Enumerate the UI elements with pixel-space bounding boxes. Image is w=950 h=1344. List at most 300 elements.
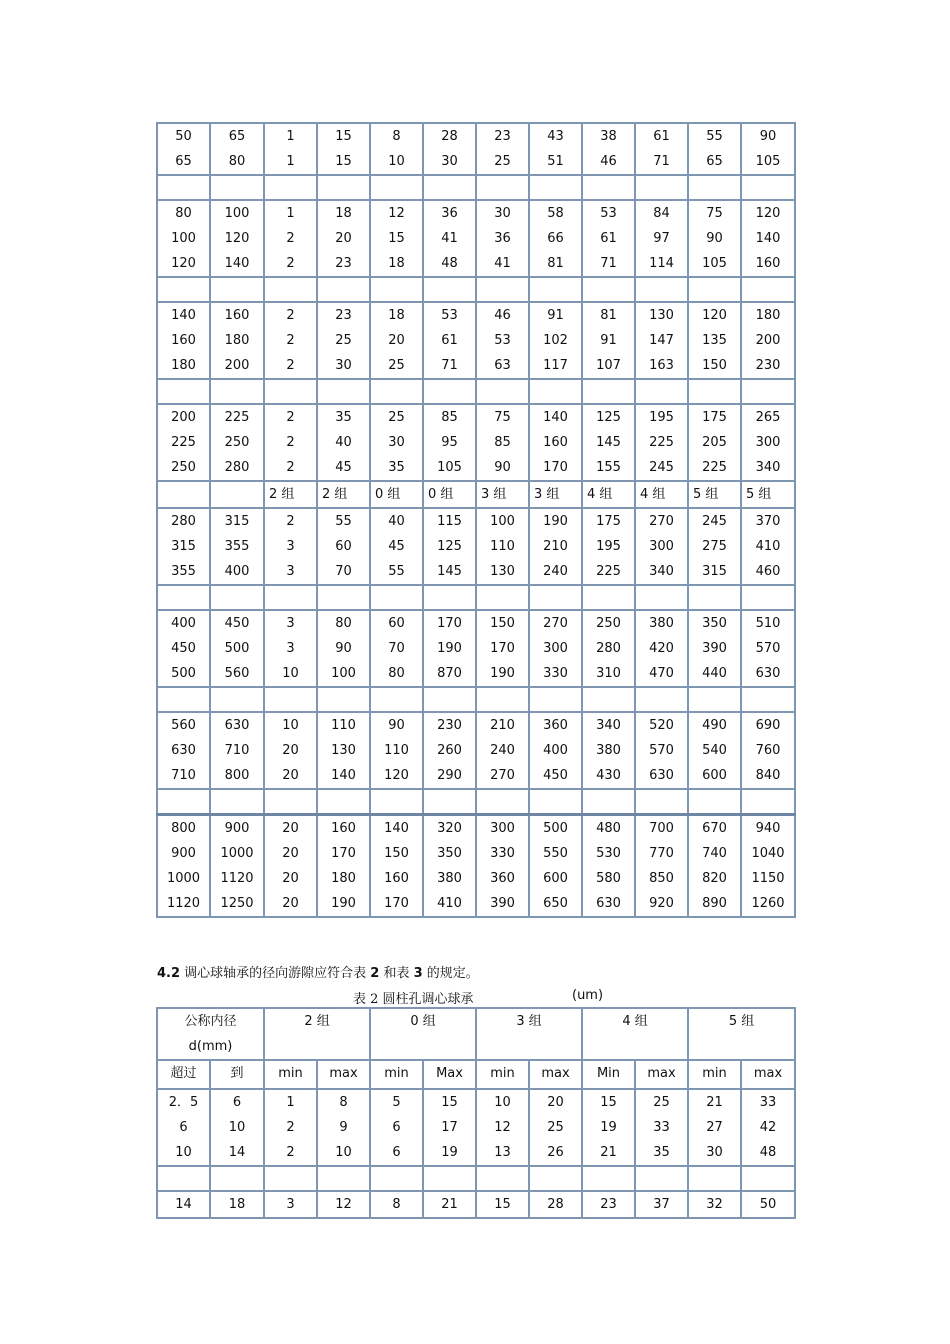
cell-value: 19	[441, 1145, 458, 1160]
cell-value: 870	[437, 666, 462, 681]
table-cell	[635, 1089, 688, 1166]
cell-value: 6	[392, 1145, 401, 1160]
table-cell	[370, 712, 423, 789]
cell-value: 340	[649, 564, 674, 579]
empty-cell	[264, 585, 317, 610]
table-cell	[582, 610, 635, 687]
cell-value: 17	[441, 1120, 458, 1135]
table-cell	[582, 404, 635, 481]
table-cell	[210, 1089, 264, 1166]
cell-value: 20	[282, 871, 299, 886]
group-label-cell: 5 组	[688, 481, 741, 508]
spacer-row	[157, 379, 795, 404]
table-cell	[317, 815, 370, 918]
cell-value: 190	[490, 666, 515, 681]
cell-value: 3	[286, 641, 295, 656]
table-cell	[688, 610, 741, 687]
group-header: 4 组	[582, 1008, 688, 1060]
cell-value: 90	[388, 718, 405, 733]
cell-value: 6	[179, 1120, 188, 1135]
cell-value: 630	[171, 743, 196, 758]
radial-clearance-table-continued	[156, 122, 796, 918]
cell-value: 440	[702, 666, 727, 681]
table-cell	[529, 508, 582, 585]
table-cell	[635, 508, 688, 585]
cell-value: 450	[171, 641, 196, 656]
cell-value: 140	[331, 768, 356, 783]
cell-value: 115	[437, 514, 462, 529]
cell-value: 170	[437, 616, 462, 631]
empty-cell	[635, 277, 688, 302]
empty-cell	[370, 585, 423, 610]
table-cell	[317, 712, 370, 789]
cell-value: 1	[286, 206, 295, 221]
cell-value: 190	[437, 641, 462, 656]
cell-value: 75	[706, 206, 723, 221]
empty-cell	[582, 585, 635, 610]
cell-value: 50	[759, 1197, 777, 1212]
table-cell	[529, 610, 582, 687]
cell-value: 33	[759, 1095, 777, 1110]
cell-value: 21	[441, 1197, 458, 1212]
empty-cell	[582, 1166, 635, 1191]
cell-value: 43	[547, 129, 564, 144]
cell-value: 355	[224, 539, 250, 554]
cell-value: 350	[437, 846, 462, 861]
empty-cell	[635, 789, 688, 815]
empty-cell	[317, 175, 370, 200]
group-label-cell: 5 组	[741, 481, 795, 508]
subheader-cell: 超过	[157, 1060, 210, 1089]
cell-value: 30	[388, 435, 405, 450]
group-label-cell: 0 组	[423, 481, 476, 508]
cell-value: 320	[437, 821, 462, 836]
table-cell	[317, 200, 370, 277]
table-cell	[476, 404, 529, 481]
table-cell	[635, 712, 688, 789]
cell-value: 28	[547, 1197, 564, 1212]
table-cell	[157, 302, 210, 379]
table-cell	[688, 302, 741, 379]
table-cell	[741, 123, 795, 175]
cell-value: 12	[494, 1120, 511, 1135]
table-cell	[157, 404, 210, 481]
cell-value: 700	[649, 821, 674, 836]
group-label-cell: 4 组	[635, 481, 688, 508]
empty-cell	[264, 277, 317, 302]
cell-value: 170	[543, 460, 568, 475]
cell-value: 46	[600, 154, 617, 169]
spacer-row	[157, 1166, 795, 1191]
cell-value: 470	[649, 666, 674, 681]
cell-value: 190	[543, 514, 568, 529]
cell-value: 1150	[751, 871, 785, 886]
cell-value: 61	[653, 129, 670, 144]
table-cell	[635, 1191, 688, 1218]
empty-cell	[423, 175, 476, 200]
cell-value: 23	[600, 1197, 617, 1212]
table-2-subheader-row	[157, 1060, 795, 1089]
cell-value: 300	[543, 641, 568, 656]
cell-value: 200	[171, 410, 196, 425]
table-cell	[370, 610, 423, 687]
subheader-cell: min	[264, 1060, 317, 1089]
cell-value: 380	[437, 871, 462, 886]
cell-value: 1260	[751, 896, 785, 911]
cell-value: 15	[494, 1197, 511, 1212]
cell-value: 190	[331, 896, 356, 911]
table-cell	[476, 302, 529, 379]
cell-value: 155	[596, 460, 621, 475]
cell-value: 890	[702, 896, 727, 911]
empty-cell	[688, 277, 741, 302]
cell-value: 170	[384, 896, 409, 911]
cell-value: 25	[494, 154, 511, 169]
cell-value: 85	[494, 435, 511, 450]
empty-cell	[476, 1166, 529, 1191]
cell-value: 920	[649, 896, 674, 911]
cell-value: 340	[596, 718, 621, 733]
cell-value: 81	[600, 308, 617, 323]
data-row-block	[157, 200, 795, 277]
empty-cell	[264, 789, 317, 815]
cell-value: 15	[335, 154, 352, 169]
empty-cell	[688, 379, 741, 404]
cell-value: 125	[437, 539, 462, 554]
cell-value: 48	[441, 256, 458, 271]
empty-cell	[476, 687, 529, 712]
cell-value: 3	[286, 1197, 295, 1212]
cell-value: 2	[286, 1145, 295, 1160]
cell-value: 114	[649, 256, 674, 271]
empty-cell	[370, 1166, 423, 1191]
cell-value: 630	[649, 768, 674, 783]
cell-value: 91	[547, 308, 564, 323]
cell-value: 135	[702, 333, 727, 348]
subheader-cell: max	[529, 1060, 582, 1089]
group-label-cell	[157, 481, 210, 508]
cell-value: 250	[171, 460, 196, 475]
cell-value: 97	[653, 231, 670, 246]
cell-value: 8	[339, 1095, 348, 1110]
empty-cell	[635, 687, 688, 712]
cell-value: 140	[224, 256, 250, 271]
data-row-block	[157, 302, 795, 379]
cell-value: 117	[543, 358, 568, 373]
cell-value: 90	[759, 129, 777, 144]
empty-cell	[157, 687, 210, 712]
cell-value: 130	[649, 308, 674, 323]
cell-value: 200	[755, 333, 781, 348]
cell-value: 400	[171, 616, 196, 631]
cell-value: 23	[335, 256, 352, 271]
table-cell	[317, 302, 370, 379]
subheader-cell: min	[688, 1060, 741, 1089]
table-cell	[264, 404, 317, 481]
cell-value: 42	[759, 1120, 777, 1135]
cell-value: 820	[702, 871, 727, 886]
cell-value: 500	[543, 821, 568, 836]
cell-value: 75	[494, 410, 511, 425]
spacer-row	[157, 585, 795, 610]
table-cell	[688, 123, 741, 175]
cell-value: 107	[596, 358, 621, 373]
cell-value: 5	[392, 1095, 401, 1110]
section-number: 4.2	[157, 966, 181, 981]
cell-value: 160	[224, 308, 250, 323]
empty-cell	[423, 687, 476, 712]
empty-cell	[582, 277, 635, 302]
table-cell	[157, 1191, 210, 1218]
cell-value: 1250	[220, 896, 254, 911]
table-cell	[476, 508, 529, 585]
empty-cell	[423, 1166, 476, 1191]
cell-value: 160	[384, 871, 409, 886]
table-cell	[210, 508, 264, 585]
cell-value: 20	[282, 768, 299, 783]
cell-value: 163	[649, 358, 674, 373]
table-cell	[582, 302, 635, 379]
table-cell	[741, 302, 795, 379]
group-header: 0 组	[370, 1008, 476, 1060]
cell-value: 315	[171, 539, 196, 554]
cell-value: 80	[228, 154, 246, 169]
cell-value: 180	[224, 333, 250, 348]
table-cell	[264, 1089, 317, 1166]
cell-value: 55	[706, 129, 723, 144]
cell-value: 275	[702, 539, 727, 554]
table-cell	[582, 200, 635, 277]
cell-value: 26	[547, 1145, 564, 1160]
cell-value: 80	[388, 666, 405, 681]
cell-value: 280	[224, 460, 250, 475]
cell-value: 580	[596, 871, 621, 886]
cell-value: 100	[171, 231, 196, 246]
cell-value: 10	[282, 666, 299, 681]
cell-value: 70	[388, 641, 405, 656]
cell-value: 1040	[751, 846, 785, 861]
cell-value: 85	[441, 410, 458, 425]
data-row-block	[157, 1089, 795, 1166]
subheader-cell: Min	[582, 1060, 635, 1089]
cell-value: 315	[702, 564, 727, 579]
cell-value: 105	[702, 256, 727, 271]
cell-value: 420	[649, 641, 674, 656]
cell-value: 25	[388, 358, 405, 373]
empty-cell	[157, 789, 210, 815]
table-cell	[476, 200, 529, 277]
data-row-block	[157, 404, 795, 481]
empty-cell	[210, 687, 264, 712]
table-cell	[529, 200, 582, 277]
cell-value: 2．5	[168, 1095, 199, 1110]
cell-value: 105	[437, 460, 462, 475]
cell-value: 28	[441, 129, 458, 144]
cell-value: 15	[388, 231, 405, 246]
cell-value: 71	[653, 154, 670, 169]
cell-value: 250	[224, 435, 250, 450]
table-cell	[317, 123, 370, 175]
table-cell	[157, 1089, 210, 1166]
cell-value: 27	[706, 1120, 723, 1135]
cell-value: 2	[286, 358, 295, 373]
empty-cell	[157, 1166, 210, 1191]
table-cell	[423, 123, 476, 175]
cell-value: 260	[437, 743, 462, 758]
table-cell	[688, 508, 741, 585]
cell-value: 850	[649, 871, 674, 886]
cell-value: 20	[335, 231, 352, 246]
empty-cell	[264, 379, 317, 404]
cell-value: 53	[441, 308, 458, 323]
cell-value: 36	[494, 231, 511, 246]
empty-cell	[317, 789, 370, 815]
cell-value: 150	[490, 616, 515, 631]
cell-value: 710	[224, 743, 250, 758]
cell-value: 480	[596, 821, 621, 836]
cell-value: 340	[755, 460, 781, 475]
data-row-block	[157, 508, 795, 585]
cell-value: 23	[494, 129, 511, 144]
spacer-row	[157, 687, 795, 712]
cell-value: 35	[653, 1145, 670, 1160]
cell-value: 690	[755, 718, 781, 733]
cell-value: 510	[755, 616, 781, 631]
table-cell	[688, 1089, 741, 1166]
empty-cell	[157, 175, 210, 200]
table-cell	[423, 508, 476, 585]
table-cell	[264, 712, 317, 789]
empty-cell	[741, 379, 795, 404]
empty-cell	[688, 585, 741, 610]
cell-value: 40	[388, 514, 405, 529]
table-cell	[476, 1191, 529, 1218]
cell-value: 51	[547, 154, 564, 169]
cell-value: 66	[547, 231, 564, 246]
cell-value: 380	[649, 616, 674, 631]
cell-value: 1	[286, 1095, 295, 1110]
cell-value: 2	[286, 308, 295, 323]
group-header: 3 组	[476, 1008, 582, 1060]
table-cell	[688, 404, 741, 481]
cell-value: 147	[649, 333, 674, 348]
data-row-block	[157, 123, 795, 175]
table-cell	[423, 610, 476, 687]
empty-cell	[741, 687, 795, 712]
cell-value: 30	[706, 1145, 723, 1160]
cell-value: 540	[702, 743, 727, 758]
cell-value: 120	[171, 256, 196, 271]
table-cell	[210, 1191, 264, 1218]
cell-value: 560	[224, 666, 250, 681]
table-cell	[370, 200, 423, 277]
empty-cell	[157, 379, 210, 404]
cell-value: 500	[224, 641, 250, 656]
empty-cell	[210, 175, 264, 200]
cell-value: 900	[171, 846, 196, 861]
cell-value: 240	[490, 743, 515, 758]
cell-value: 90	[706, 231, 723, 246]
cell-value: 900	[224, 821, 250, 836]
cell-value: 2	[286, 231, 295, 246]
table-cell	[635, 302, 688, 379]
cell-value: 800	[224, 768, 250, 783]
cell-value: 45	[388, 539, 405, 554]
cell-value: 55	[335, 514, 352, 529]
cell-value: 200	[224, 358, 250, 373]
subheader-cell: max	[635, 1060, 688, 1089]
table-cell	[582, 712, 635, 789]
table-cell	[635, 610, 688, 687]
empty-cell	[210, 585, 264, 610]
cell-value: 330	[543, 666, 568, 681]
cell-value: 630	[755, 666, 781, 681]
cell-value: 20	[388, 333, 405, 348]
cell-value: 10	[228, 1120, 246, 1135]
empty-cell	[741, 789, 795, 815]
empty-cell	[529, 379, 582, 404]
table-cell	[264, 302, 317, 379]
table-cell	[210, 712, 264, 789]
cell-value: 120	[702, 308, 727, 323]
cell-value: 430	[596, 768, 621, 783]
empty-cell	[210, 1166, 264, 1191]
table-cell	[210, 404, 264, 481]
empty-cell	[370, 687, 423, 712]
table-cell	[370, 508, 423, 585]
cell-value: 530	[596, 846, 621, 861]
cell-value: 12	[335, 1197, 352, 1212]
empty-cell	[688, 175, 741, 200]
table-cell	[635, 200, 688, 277]
group-header: 5 组	[688, 1008, 795, 1060]
cell-value: 2	[286, 460, 295, 475]
cell-value: 100	[331, 666, 356, 681]
cell-value: 18	[228, 1197, 246, 1212]
table-cell	[635, 815, 688, 918]
data-row-block	[157, 1191, 795, 1218]
cell-value: 840	[755, 768, 781, 783]
table-cell	[264, 508, 317, 585]
cell-value: 41	[494, 256, 511, 271]
cell-value: 80	[335, 616, 352, 631]
empty-cell	[264, 687, 317, 712]
table-cell	[210, 815, 264, 918]
cell-value: 225	[649, 435, 674, 450]
cell-value: 61	[600, 231, 617, 246]
cell-value: 10	[335, 1145, 352, 1160]
cell-value: 310	[596, 666, 621, 681]
cell-value: 400	[543, 743, 568, 758]
table-cell	[423, 302, 476, 379]
cell-value: 450	[543, 768, 568, 783]
cell-value: 110	[384, 743, 409, 758]
empty-cell	[210, 379, 264, 404]
table-cell	[741, 508, 795, 585]
subheader-cell: max	[741, 1060, 795, 1089]
cell-value: 71	[600, 256, 617, 271]
cell-value: 520	[649, 718, 674, 733]
table-cell	[423, 712, 476, 789]
cell-value: 600	[702, 768, 727, 783]
cell-value: 140	[171, 308, 196, 323]
table-cell	[157, 815, 210, 918]
table-cell	[529, 123, 582, 175]
empty-cell	[582, 175, 635, 200]
table-cell	[741, 712, 795, 789]
cell-value: 3	[286, 564, 295, 579]
table-cell	[741, 610, 795, 687]
